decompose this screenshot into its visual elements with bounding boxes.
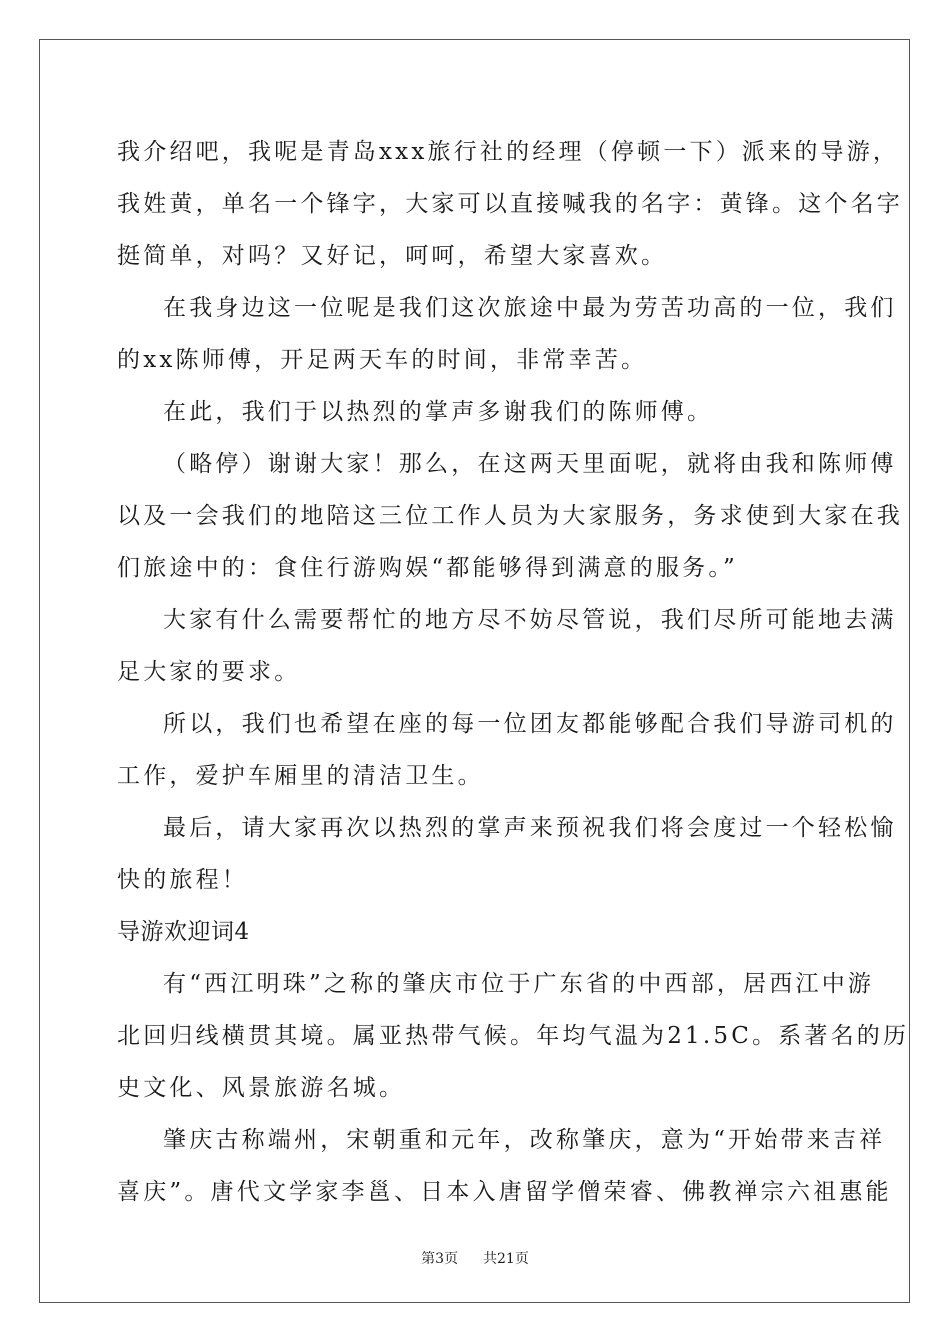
text-line: 在我身边这一位呢是我们这次旅途中最为劳苦功高的一位，我们 bbox=[163, 295, 897, 321]
text-line: 以及一会我们的地陪这三位工作人员为大家服务，务求使到大家在我 bbox=[117, 503, 903, 529]
text-line: 足大家的要求。 bbox=[117, 659, 301, 685]
text-line: 的xx陈师傅，开足两天车的时间，非常幸苦。 bbox=[117, 347, 648, 373]
text-line: 喜庆”。唐代文学家李邕、日本入唐留学僧荣睿、佛教禅宗六祖惠能 bbox=[117, 1179, 892, 1205]
text-line: 我介绍吧，我呢是青岛xxx旅行社的经理（停顿一下）派来的导游， bbox=[117, 139, 900, 165]
text-line: 最后，请大家再次以热烈的掌声来预祝我们将会度过一个轻松愉 bbox=[163, 815, 897, 841]
text-line: 我姓黄，单名一个锋字，大家可以直接喊我的名字：黄锋。这个名字 bbox=[117, 191, 903, 217]
text-line: 有“西江明珠”之称的肇庆市位于广东省的中西部，居西江中游 bbox=[163, 971, 875, 997]
text-line: 肇庆古称端州，宋朝重和元年，改称肇庆，意为“开始带来吉祥 bbox=[163, 1127, 886, 1153]
text-line: 大家有什么需要帮忙的地方尽不妨尽管说，我们尽所可能地去满 bbox=[163, 607, 897, 633]
text-line: 挺简单，对吗？又好记，呵呵，希望大家喜欢。 bbox=[117, 243, 668, 269]
text-line: 工作，爱护车厢里的清洁卫生。 bbox=[117, 763, 484, 789]
text-line: 所以，我们也希望在座的每一位团友都能够配合我们导游司机的 bbox=[163, 711, 897, 737]
text-line: 史文化、风景旅游名城。 bbox=[117, 1075, 406, 1101]
text-line: 快的旅程！ bbox=[117, 867, 248, 893]
section-heading: 导游欢迎词4 bbox=[117, 919, 250, 945]
page-total: 共21页 bbox=[483, 1251, 529, 1267]
text-line: 们旅途中的：食住行游购娱“都能够得到满意的服务。” bbox=[117, 555, 739, 581]
text-line: 在此，我们于以热烈的掌声多谢我们的陈师傅。 bbox=[163, 399, 714, 425]
page-footer bbox=[0, 1248, 950, 1268]
document-body bbox=[117, 126, 910, 1218]
text-line: 北回归线横贯其境。属亚热带气候。年均气温为21.5C。系著名的历 bbox=[117, 1023, 910, 1049]
page-number: 第3页 bbox=[421, 1251, 459, 1267]
text-line: （略停）谢谢大家！那么，在这两天里面呢，就将由我和陈师傅 bbox=[163, 451, 897, 477]
